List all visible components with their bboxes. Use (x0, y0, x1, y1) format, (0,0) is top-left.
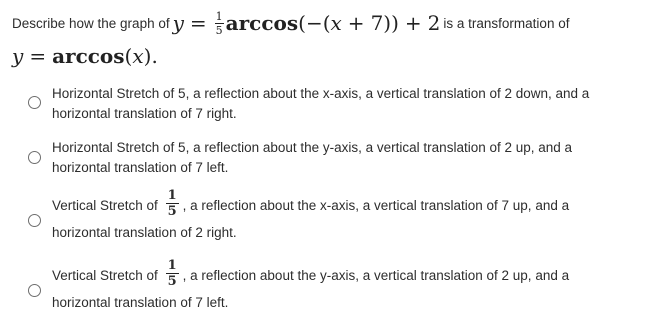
coefficient-denominator: 5 (215, 23, 223, 37)
base-equals: = (29, 44, 47, 68)
option-4-fraction-numerator: 1 (167, 258, 177, 273)
question-prefix: Describe how the graph of (12, 15, 170, 31)
option-4-rest-line-1: , a reflection about the y-axis, a vertical translation of 2 up, and a (182, 268, 570, 284)
option-4-rest-line-2: horizontal translation of 7 left. (52, 295, 229, 310)
equation-minus: − (305, 11, 323, 35)
option-3-fraction (166, 189, 179, 218)
base-x: x (132, 44, 144, 68)
equation-y: y (172, 11, 184, 35)
option-3-rest-line-2: horizontal translation of 2 right. (52, 225, 237, 240)
radio-option-2[interactable] (28, 151, 41, 164)
equation-equals: = (189, 11, 207, 35)
radio-option-3[interactable] (28, 214, 41, 227)
equation-inner-open-paren: ( (322, 11, 331, 35)
option-4-lead: Vertical Stretch of (52, 268, 158, 284)
equation-constant: 2 (427, 11, 441, 35)
base-y: y (12, 44, 24, 68)
question-suffix: is a transformation of (443, 15, 570, 31)
option-3-text (52, 188, 632, 245)
equation-close-parens: )) (383, 11, 399, 35)
option-4-fraction (166, 259, 179, 288)
option-4-fraction-denominator: 5 (167, 274, 177, 289)
equation-plus: + (347, 11, 365, 35)
radio-option-1[interactable] (28, 96, 41, 109)
base-open-paren: ( (124, 44, 133, 68)
base-close-paren: ) (143, 44, 152, 68)
radio-option-4[interactable] (28, 284, 41, 297)
equation-function: arccos (225, 11, 299, 35)
equation-x: x (330, 11, 342, 35)
option-1-text: Horizontal Stretch of 5, a reflection about the x-axis, a vertical translation of 2 down, and a horizontal translation of 7 right. (52, 86, 590, 121)
equation-plus-constant: + (404, 11, 422, 35)
option-2-text: Horizontal Stretch of 5, a reflection about the y-axis, a vertical translation of 2 up, and a horizontal translation of 7 left. (52, 140, 573, 175)
equation-open-paren: ( (298, 11, 306, 35)
option-3-fraction-denominator: 5 (167, 204, 177, 219)
base-function: arccos (52, 44, 125, 68)
equation-shift: 7 (370, 11, 384, 35)
coefficient-numerator: 1 (215, 9, 223, 23)
option-3-fraction-numerator: 1 (167, 188, 177, 203)
option-3-rest-line-1: , a reflection about the x-axis, a vertical translation of 7 up, and a (182, 198, 570, 214)
base-period: . (151, 44, 158, 68)
option-4-text (52, 258, 632, 315)
option-3-lead: Vertical Stretch of (52, 198, 158, 214)
